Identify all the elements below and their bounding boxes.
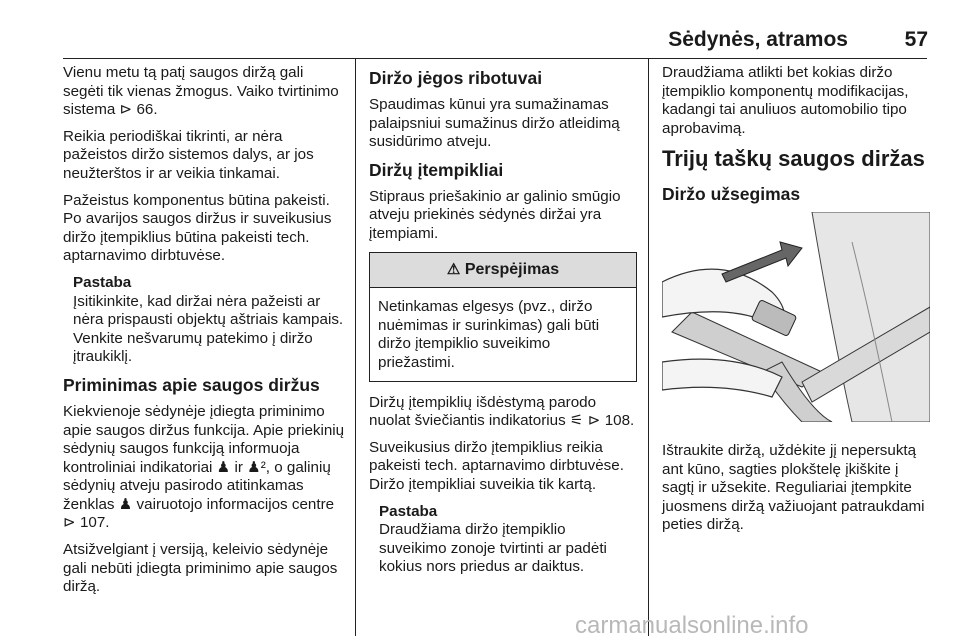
- column-2: [369, 64, 637, 585]
- paragraph: Vienu metu tą patį saugos diržą gali segėti tik vienas žmogus. Vaiko tvirtinimo sistema ⊳ 66.: [63, 64, 339, 119]
- warning-box: [369, 252, 637, 382]
- page-title: Sėdynės, atramos: [668, 28, 848, 51]
- warning-title: Perspėjimas: [464, 260, 560, 278]
- paragraph: Atsižvelgiant į versiją, keleivio sėdynėje gali nebūti įdiegta priminimo apie saugos diržą.: [63, 541, 338, 596]
- section-heading: Diržo užsegimas: [662, 184, 801, 205]
- watermark: carmanualsonline.info: [575, 612, 809, 639]
- paragraph: Pažeistus komponentus būtina pakeisti. Po avarijos saugos diržus ir suveikusius diržo įtempiklius būtina pakeisti tech. aptarnavimo dirbtuvėse.: [63, 191, 332, 265]
- paragraph: Spaudimas kūnui yra sumažinamas palaipsniui sumažinus diržo atleidimą susidūrimo atveju.: [369, 96, 620, 151]
- note-text: Draudžiama diržo įtempiklio suveikimo zonoje tvirtinti ar padėti kokius nors priedus ar daiktus.: [379, 521, 607, 576]
- column-divider-2: [648, 58, 649, 636]
- paragraph: Ištraukite diržą, uždėkite jį nepersuktą ant kūno, sagties plokštelę įkiškite į sagtį ir užsekite. Reguliariai įtempkite juosmens diržą važiuojant patraukdami peties diržą.: [662, 441, 925, 534]
- warning-header: [370, 253, 636, 289]
- note-text: Įsitikinkite, kad diržai nėra pažeisti ar nėra prispausti objektų aštriais kampais. Venkite nešvarumų patekimo į diržo įtraukiklį.: [73, 292, 344, 366]
- column-3: [662, 64, 930, 543]
- note-title: Pastaba: [73, 273, 132, 291]
- paragraph: Diržų įtempiklių išdėstymą parodo nuolat šviečiantis indikatorius ⚟ ⊳ 108.: [369, 393, 635, 430]
- column-1: [63, 64, 345, 605]
- paragraph: Kiekvienoje sėdynėje įdiegta priminimo apie saugos diržus funkcija. Apie priekinių sėdynių saugos funkciją informuoja kontroliniai indikatoriai ♟ ir ♟², o galinių sėdynių atveju pasirodo atitinkamas ženklas ♟ vairuotojo informacijos centre ⊳ 107.: [63, 402, 345, 532]
- paragraph: Draudžiama atlikti bet kokias diržo įtempiklio komponentų modifikacijas, kadangi tai anuliuos automobilio tipo aprobavimą.: [662, 64, 909, 137]
- warning-icon: ⚠: [446, 260, 461, 278]
- chapter-heading: Trijų taškų saugos diržas: [662, 146, 925, 172]
- note-box: [73, 274, 345, 367]
- page-header: [0, 28, 960, 58]
- seatbelt-illustration: [662, 212, 930, 422]
- warning-text: Netinkamas elgesys (pvz., diržo nuėmimas ir surinkimas) gali būti diržo įtempiklio suveikimo priežastimi.: [378, 298, 600, 371]
- section-heading: Diržų įtempikliai: [369, 159, 504, 180]
- page-number: 57: [904, 28, 928, 51]
- section-heading: Diržo jėgos ribotuvai: [369, 68, 543, 88]
- section-heading: Priminimas apie saugos diržus: [63, 374, 320, 395]
- paragraph: Suveikusius diržo įtempiklius reikia pakeisti tech. aptarnavimo dirbtuvėse. Diržo įtempikliai suveikia tik kartą.: [369, 438, 624, 493]
- note-box: [379, 503, 637, 577]
- header-rule: [63, 58, 927, 59]
- column-divider-1: [355, 58, 356, 636]
- paragraph: Stipraus priešakinio ar galinio smūgio atveju priekinės sėdynės diržai yra įtempiami.: [369, 187, 621, 242]
- note-title: Pastaba: [379, 502, 438, 520]
- paragraph: Reikia periodiškai tikrinti, ar nėra pažeistos diržo sistemos dalys, ar jos neužterštos ir ar veikia tinkamai.: [63, 127, 314, 182]
